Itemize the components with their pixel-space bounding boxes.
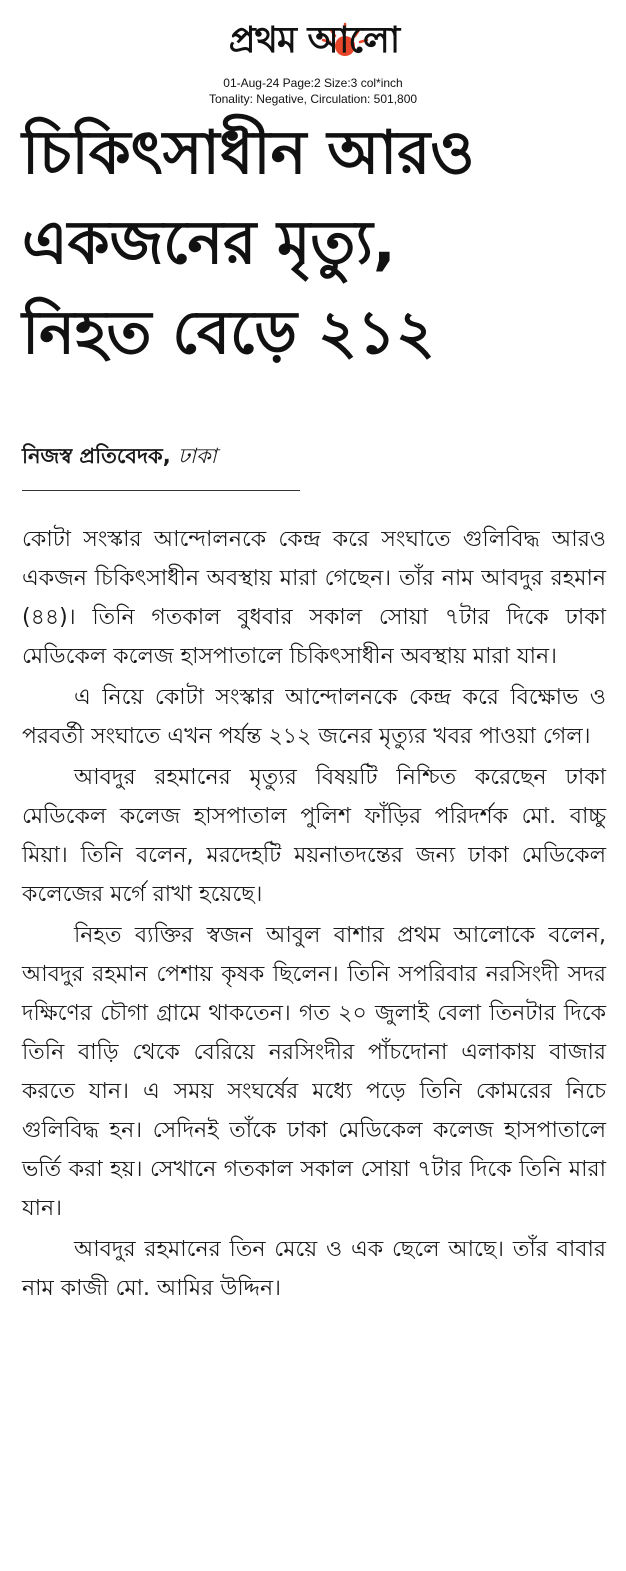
byline: [22, 440, 217, 472]
clip-info: 01-Aug-24 Page:2 Size:3 col*inch: [223, 76, 403, 90]
paragraph: কোটা সংস্কার আন্দোলনকে কেন্দ্র করে সংঘাতে গুলিবিদ্ধ আরও একজন চিকিৎসাধীন অবস্থায় মারা গেছেন। তাঁর নাম আবদুর রহমান (৪৪)। তিনি গতকাল বুধবার সকাল সোয়া ৭টার দিকে ঢাকা মেডিকেল কলেজ হাসপাতালে চিকিৎসাধীন অবস্থায় মারা যান।: [22, 527, 606, 669]
headline-line-1: চিকিৎসাধীন আরও: [22, 118, 475, 188]
article-body: [22, 520, 606, 1310]
headline: [22, 108, 612, 378]
clip-info-2: Tonality: Negative, Circulation: 501,800: [208, 92, 418, 106]
paragraph: নিহত ব্যক্তির স্বজন আবুল বাশার প্রথম আলোকে বলেন, আবদুর রহমান পেশায় কৃষক ছিলেন। তিনি সপরিবার নরসিংদী সদর দক্ষিণের চৌগা গ্রামে থাকতেন। গত ২০ জুলাই বেলা তিনটার দিকে তিনি বাড়ি থেকে বেরিয়ে নরসিংদীর পাঁচদোনা এলাকায় বাজার করতে যান। এ সময় সংঘর্ষের মধ্যে পড়ে তিনি কোমরের নিচে গুলিবিদ্ধ হন। সেদিনই তাঁকে ঢাকা মেডিকেল কলেজ হাসপাতালে ভর্তি করা হয়। সেখানে গতকাল সকাল সোয়া ৭টার দিকে তিনি মারা যান।: [22, 923, 606, 1221]
headline-line-2: একজনের মৃত্যু,: [22, 208, 396, 278]
headline-line-3: নিহত বেড়ে ২১২: [22, 298, 435, 368]
paragraph: এ নিয়ে কোটা সংস্কার আন্দোলনকে কেন্দ্র করে বিক্ষোভ ও পরবর্তী সংঘাতে এখন পর্যন্ত ২১২ জনের মৃত্যুর খবর পাওয়া গেল।: [22, 685, 606, 749]
paragraph: আবদুর রহমানের মৃত্যুর বিষয়টি নিশ্চিত করেছেন ঢাকা মেডিকেল কলেজ হাসপাতাল পুলিশ ফাঁড়ির পরিদর্শক মো. বাচ্চু মিয়া। তিনি বলেন, মরদেহটি ময়নাতদন্তের জন্য ঢাকা মেডিকেল কলেজের মর্গে রাখা হয়েছে।: [22, 765, 606, 907]
newspaper-logo: [178, 14, 450, 66]
paragraph: আবদুর রহমানের তিন মেয়ে ও এক ছেলে আছে। তাঁর বাবার নাম কাজী মো. আমির উদ্দিন।: [22, 1237, 606, 1301]
masthead: [0, 0, 626, 106]
logo-wordmark: প্রথম আলো: [228, 19, 400, 61]
byline-divider: [22, 490, 300, 491]
byline-author: নিজস্ব প্রতিবেদক,: [22, 444, 171, 468]
byline-place: ঢাকা: [178, 444, 217, 468]
